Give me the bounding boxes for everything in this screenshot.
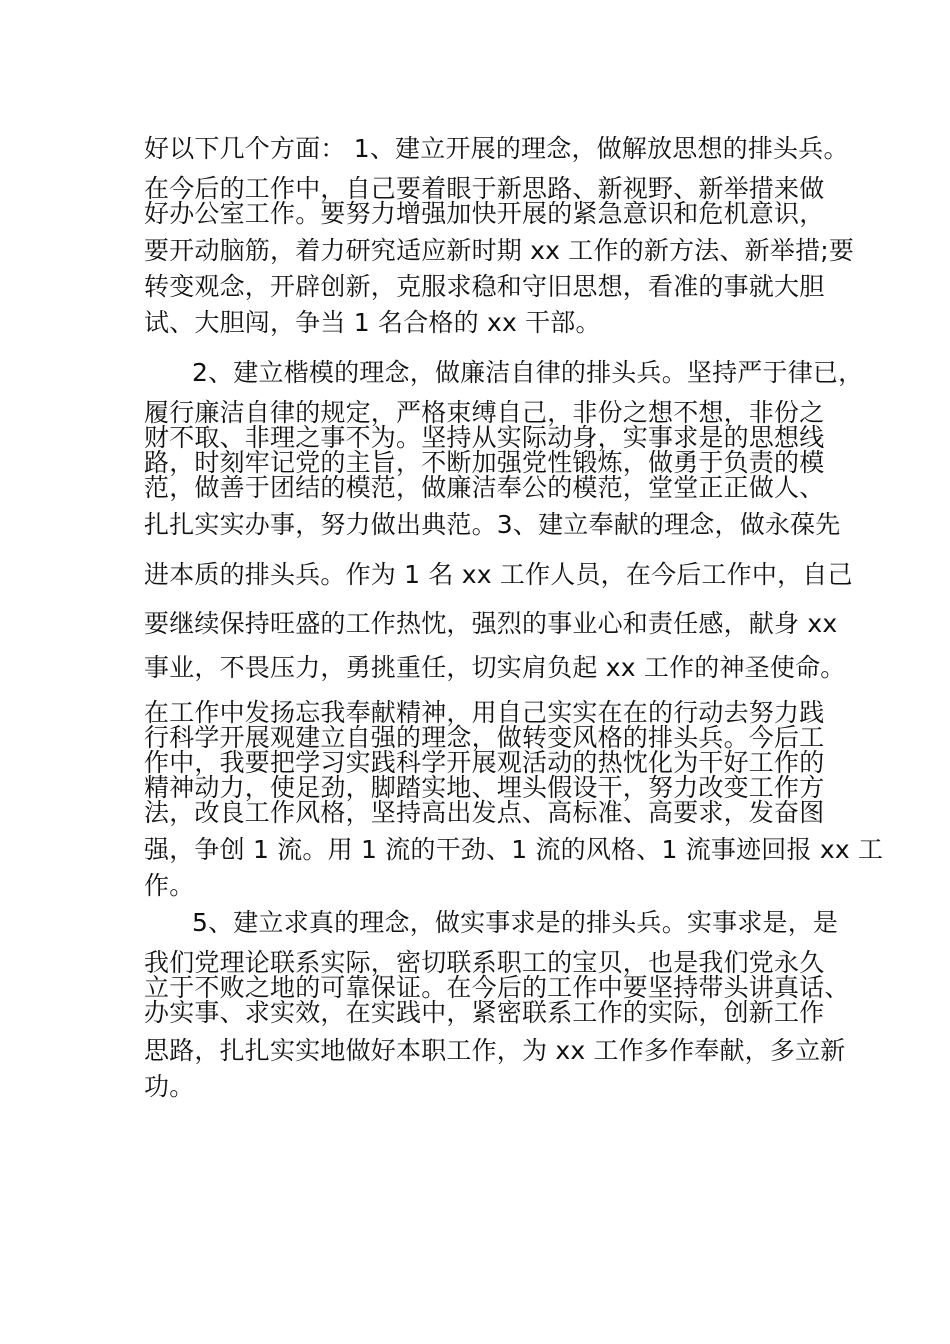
text-line: 在工作中发扬忘我奉献精神，用自己实实在在的行动去努力践 <box>144 698 825 727</box>
text-line: 好办公室工作。要努力增强加快开展的紧急意识和危机意识， <box>144 199 825 228</box>
text-line: 范，做善于团结的模范，做廉洁奉公的模范，堂堂正正做人、 <box>144 473 825 502</box>
text-line: 进本质的排头兵。作为 1 名 xx 工作人员，在今后工作中，自己 <box>144 560 853 589</box>
text-line: 在今后的工作中，自己要着眼于新思路、新视野、新举措来做 <box>144 174 825 203</box>
text-line: 我们党理论联系实际，密切联系职工的宝贝，也是我们党永久 <box>144 948 825 977</box>
text-line: 精神动力，使足劲，脚踏实地、埋头假设干，努力改变工作方 <box>144 773 825 802</box>
text-line: 强，争创 1 流。用 1 流的干劲、1 流的风格、1 流事迹回报 xx 工 <box>144 835 884 864</box>
text-line: 作中，我要把学习实践科学开展观活动的热忱化为干好工作的 <box>144 748 825 777</box>
text-line: 要开动脑筋，着力研究适应新时期 xx 工作的新方法、新举措;要 <box>144 236 855 265</box>
text-line: 履行廉洁自律的规定，严格束缚自己，非份之想不想，非份之 <box>144 398 825 427</box>
text-line: 5、建立求真的理念，做实事求是的排头兵。实事求是，是 <box>192 908 839 937</box>
text-line: 试、大胆闯，争当 1 名合格的 xx 干部。 <box>144 308 601 337</box>
text-line: 法，改良工作风格，坚持高出发点、高标准、高要求，发奋图 <box>144 798 825 827</box>
text-line: 好以下几个方面： 1、建立开展的理念，做解放思想的排头兵。 <box>144 134 849 163</box>
text-line: 扎扎实实办事，努力做出典范。3、建立奉献的理念，做永葆先 <box>144 510 841 539</box>
text-line: 思路，扎扎实实地做好本职工作，为 xx 工作多作奉献，多立新 <box>144 1036 846 1065</box>
text-line: 事业，不畏压力，勇挑重任，切实肩负起 xx 工作的神圣使命。 <box>144 653 846 682</box>
text-line: 作。 <box>144 871 195 900</box>
text-line: 要继续保持旺盛的工作热忱，强烈的事业心和责任感，献身 xx <box>144 609 838 638</box>
text-line: 办实事、求实效，在实践中，紧密联系工作的实际，创新工作 <box>144 998 825 1027</box>
text-line: 2、建立楷模的理念，做廉洁自律的排头兵。坚持严于律已， <box>192 358 864 387</box>
text-line: 财不取、非理之事不为。坚持从实际动身，实事求是的思想线 <box>144 423 825 452</box>
text-line: 行科学开展观建立自强的理念，做转变风格的排头兵。今后工 <box>144 723 825 752</box>
text-line: 功。 <box>144 1072 195 1101</box>
text-line: 立于不败之地的可靠保证。在今后的工作中要坚持带头讲真话、 <box>144 973 850 1002</box>
text-line: 转变观念，开辟创新，克服求稳和守旧思想，看准的事就大胆 <box>144 272 825 301</box>
text-line: 路，时刻牢记党的主旨，不断加强党性锻炼，做勇于负责的模 <box>144 448 825 477</box>
